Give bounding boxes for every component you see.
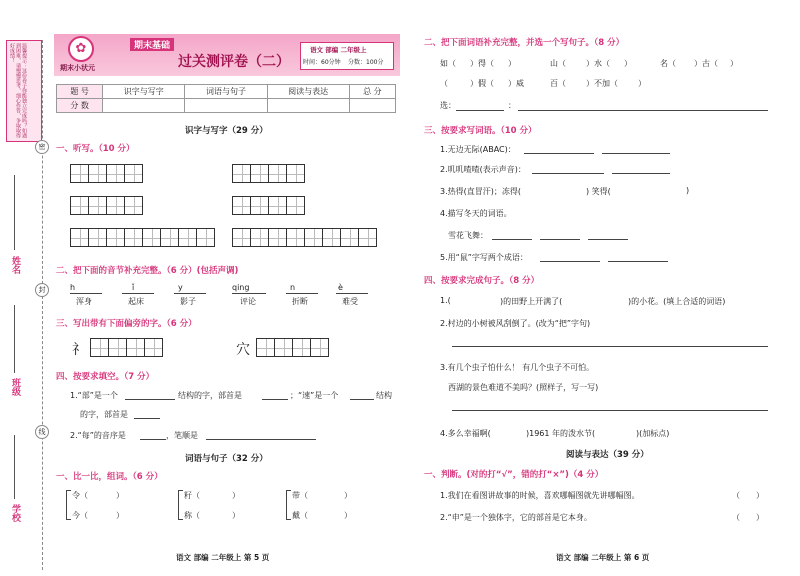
r4-4a: 4.多么幸福啊( xyxy=(440,429,491,438)
logo-circle xyxy=(68,36,94,62)
r4-3b: 西湖的景色难道不美吗？(照样子，写一写) xyxy=(448,383,599,392)
r5-title: 一、判断。(对的打“√”，错的打“×”)（4 分） xyxy=(424,470,604,480)
q4-1-part-e: 的字，部首是 xyxy=(80,410,128,419)
r2-row2-1: （ xyxy=(440,79,448,88)
dictation-grid-5[interactable] xyxy=(70,228,215,247)
r2-row2-3: ）威 xyxy=(508,79,524,88)
q4-blank[interactable] xyxy=(125,399,175,400)
grid-cell[interactable] xyxy=(108,338,127,357)
grid-cell[interactable] xyxy=(106,228,125,247)
side-label-class: 班级 xyxy=(10,378,20,396)
score-table-head-4: 阅读与表达 xyxy=(267,85,349,99)
r2-row1-7: 名（ xyxy=(660,59,676,68)
grid-cell[interactable] xyxy=(124,196,143,215)
pinyin-blank[interactable] xyxy=(174,293,206,294)
q3-title: 三、写出带有下面偏旁的字。（6 分） xyxy=(56,319,197,329)
score-table-head-3: 词语与句子 xyxy=(185,85,267,99)
r3-blank[interactable] xyxy=(602,153,670,154)
grid-cell[interactable] xyxy=(90,338,109,357)
q3-radical-2: 穴 xyxy=(236,342,250,358)
grid-cell[interactable] xyxy=(286,164,305,183)
score-cell-total[interactable] xyxy=(349,99,395,113)
radical-grid-1[interactable] xyxy=(90,338,163,357)
q3-radical-1: 礻 xyxy=(72,342,86,358)
grid-cell[interactable] xyxy=(178,228,197,247)
r5-2-answer[interactable]: （ ） xyxy=(732,513,764,522)
r3-blank[interactable] xyxy=(540,239,580,240)
grid-cell[interactable] xyxy=(232,196,251,215)
r3-4b: 雪花飞舞： xyxy=(448,231,488,240)
logo-icon: ✿ xyxy=(75,41,87,56)
dictation-grid-6[interactable] xyxy=(232,228,377,247)
score-cell-2[interactable] xyxy=(185,99,267,113)
side-dot-3: 线 xyxy=(35,425,49,439)
q2-pinyin-5: n xyxy=(290,283,296,292)
grid-cell[interactable] xyxy=(274,338,293,357)
right-page-footer: 语文 部编 二年级上 第 6 页 xyxy=(556,553,650,562)
q4-1-part-b: 结构的字，部首是 xyxy=(178,391,242,400)
r2-row1-8: ）古（ xyxy=(694,59,718,68)
pinyin-blank[interactable] xyxy=(70,293,102,294)
header-title: 过关测评卷（二） xyxy=(178,54,290,70)
q5-pair-1b: 今（ xyxy=(72,511,88,520)
radical-grid-2[interactable] xyxy=(256,338,329,357)
r2-choose: 选： xyxy=(440,101,456,110)
grid-cell[interactable] xyxy=(304,228,323,247)
q5-pair-2a: 籽（ xyxy=(184,491,200,500)
q1-title: 一、听写。（10 分） xyxy=(56,144,135,154)
q5-paren-close: ） xyxy=(116,511,124,520)
grid-cell[interactable] xyxy=(232,228,251,247)
r2-colon: ： xyxy=(508,101,516,110)
class-field[interactable] xyxy=(14,305,15,373)
side-strip-line xyxy=(42,40,43,570)
r4-4c: )(加标点) xyxy=(636,429,670,438)
r5-2: 2.“申”是一个独体字，它的部首是它本身。 xyxy=(440,513,592,522)
q2-word-2: 起床 xyxy=(128,297,144,306)
grid-cell[interactable] xyxy=(70,228,89,247)
q2-pinyin-3: y xyxy=(178,283,183,292)
q4-1-part-d: 结构 xyxy=(376,391,392,400)
dictation-grid-3[interactable] xyxy=(70,196,143,215)
q5-paren-close: ） xyxy=(116,491,124,500)
grid-cell[interactable] xyxy=(250,228,269,247)
grid-cell[interactable] xyxy=(268,164,287,183)
grid-cell[interactable] xyxy=(70,164,89,183)
grid-cell[interactable] xyxy=(310,338,329,357)
q5-paren-close: ） xyxy=(344,491,352,500)
side-tip: 温馨提示：这份卷子你能独立完成吗？如遇到困难，请慢慢思考，细心作答，争取取得好成绩！ xyxy=(9,43,27,138)
side-dot-1: 密 xyxy=(35,140,49,154)
r5-1: 1.我们在看图讲故事的时候，喜欢哪幅图就先讲哪幅图。 xyxy=(440,491,640,500)
grid-cell[interactable] xyxy=(142,228,161,247)
q4-2-part-b: ，笔顺是 xyxy=(166,431,198,440)
q4-blank[interactable] xyxy=(206,439,316,440)
grid-cell[interactable] xyxy=(268,196,287,215)
q5-paren-close: ） xyxy=(344,511,352,520)
grid-cell[interactable] xyxy=(250,164,269,183)
logo-caption: 期末小状元 xyxy=(60,64,95,72)
header-meta-subject: 语文 部编 二年级上 xyxy=(310,46,367,54)
grid-cell[interactable] xyxy=(70,196,89,215)
q4-1-part-c: ；“速”是一个 xyxy=(290,391,339,400)
q2-word-4: 评论 xyxy=(240,297,256,306)
r2-row1-5: ）水（ xyxy=(586,59,610,68)
grid-cell[interactable] xyxy=(106,164,125,183)
part2-title: 词语与句子（32 分） xyxy=(185,454,268,464)
q5-pair-3b: 戴（ xyxy=(292,511,308,520)
r3-3b: ) 笑得( xyxy=(586,187,611,196)
q2-pinyin-6: è xyxy=(338,283,343,292)
r3-2: 2.叽叽喳喳(表示声音)： xyxy=(440,165,526,174)
r2-row1-1: 如（ xyxy=(440,59,456,68)
r3-blank[interactable] xyxy=(612,173,670,174)
r3-blank[interactable] xyxy=(492,239,532,240)
grid-cell[interactable] xyxy=(124,228,143,247)
q2-word-3: 影子 xyxy=(180,297,196,306)
grid-cell[interactable] xyxy=(196,228,215,247)
q2-pinyin-1: h xyxy=(70,283,76,292)
side-dot-2: 封 xyxy=(35,283,49,297)
q2-pinyin-2: ǐ xyxy=(132,283,135,292)
grid-cell[interactable] xyxy=(286,196,305,215)
r2-row2-6: ） xyxy=(638,79,646,88)
part3-title: 阅读与表达（39 分） xyxy=(566,450,649,460)
r4-2: 2.村边的小树被风刮倒了。(改为“把”字句) xyxy=(440,319,591,328)
grid-cell[interactable] xyxy=(292,338,311,357)
r2-answer-line-1[interactable] xyxy=(456,110,504,111)
header-meta-score: 分数：100分 xyxy=(348,59,384,66)
pinyin-blank[interactable] xyxy=(232,293,266,294)
grid-cell[interactable] xyxy=(124,164,143,183)
q4-1-part-a: 1.“部”是一个 xyxy=(70,391,118,400)
r2-row1-2: ）得（ xyxy=(470,59,494,68)
grid-cell[interactable] xyxy=(232,164,251,183)
q2-pinyin-4: qing xyxy=(232,283,250,292)
brace-1 xyxy=(66,490,71,520)
q5-paren-close: ） xyxy=(232,511,240,520)
r2-row1-6: ） xyxy=(624,59,632,68)
r2-row2-4: 百（ xyxy=(550,79,566,88)
r2-answer-line-2[interactable] xyxy=(518,110,768,111)
name-field[interactable] xyxy=(14,175,15,250)
score-table-head-2: 识字与写字 xyxy=(103,85,185,99)
q4-blank[interactable] xyxy=(134,418,160,419)
r3-5: 5.用“鼠”字写两个成语： xyxy=(440,253,528,262)
r3-3a: 3.热得(直冒汗)；冻得( xyxy=(440,187,521,196)
side-label-name: 姓名 xyxy=(10,256,20,274)
pinyin-blank[interactable] xyxy=(286,293,318,294)
r4-3: 3.有几个虫子怕什么！ 有几个虫子不可怕。 xyxy=(440,363,595,372)
r2-row1-4: 山（ xyxy=(550,59,566,68)
r2-row1-9: ） xyxy=(730,59,738,68)
r3-blank[interactable] xyxy=(532,173,604,174)
q5-title: 一、比一比，组词。（6 分） xyxy=(56,472,163,482)
grid-cell[interactable] xyxy=(358,228,377,247)
q2-word-6: 难受 xyxy=(342,297,358,306)
q4-blank[interactable] xyxy=(140,439,166,440)
q4-blank[interactable] xyxy=(262,399,288,400)
brace-2 xyxy=(178,490,183,520)
r4-1a: 1.( xyxy=(440,296,451,305)
dictation-grid-1[interactable] xyxy=(70,164,143,183)
r4-4b: )1961 年的泼水节( xyxy=(526,429,596,438)
r4-answer-line[interactable] xyxy=(452,346,768,347)
score-cell-3[interactable] xyxy=(267,99,349,113)
grid-cell[interactable] xyxy=(340,228,359,247)
grid-cell[interactable] xyxy=(250,196,269,215)
r3-title: 三、按要求写词语。（10 分） xyxy=(424,126,537,136)
q5-pair-1a: 令（ xyxy=(72,491,88,500)
grid-cell[interactable] xyxy=(88,228,107,247)
grid-cell[interactable] xyxy=(322,228,341,247)
grid-cell[interactable] xyxy=(286,228,305,247)
r4-1c: )的小花。(填上合适的词语) xyxy=(628,297,726,306)
q5-paren-close: ） xyxy=(232,491,240,500)
grid-cell[interactable] xyxy=(106,196,125,215)
r3-blank[interactable] xyxy=(608,261,668,262)
q4-title: 四、按要求填空。（7 分） xyxy=(56,372,155,382)
r5-1-answer[interactable]: （ ） xyxy=(732,491,764,500)
score-table-row-label: 分 数 xyxy=(57,99,103,113)
grid-cell[interactable] xyxy=(268,228,287,247)
score-table-head-1: 题 号 xyxy=(57,85,103,99)
r2-row2-5: ）不加（ xyxy=(586,79,618,88)
q2-title: 二、把下面的音节补充完整。（6 分）(包括声调) xyxy=(56,266,239,276)
school-field[interactable] xyxy=(14,435,15,499)
grid-cell[interactable] xyxy=(144,338,163,357)
part1-title: 识字与写字（29 分） xyxy=(185,126,268,136)
score-table xyxy=(56,84,396,113)
dictation-grid-4[interactable] xyxy=(232,196,305,215)
r3-4: 4.描写冬天的词语。 xyxy=(440,209,512,218)
q2-word-5: 折断 xyxy=(292,297,308,306)
side-tip-box xyxy=(6,40,42,142)
brace-3 xyxy=(286,490,291,520)
dictation-grid-2[interactable] xyxy=(232,164,305,183)
grid-cell[interactable] xyxy=(88,196,107,215)
grid-cell[interactable] xyxy=(256,338,275,357)
score-table-head-5: 总 分 xyxy=(349,85,395,99)
r2-title: 二、把下面词语补充完整，并选一个写句子。（8 分） xyxy=(424,38,625,48)
r2-row2-2: ）假（ xyxy=(470,79,494,88)
r4-answer-line[interactable] xyxy=(452,410,768,411)
pinyin-blank[interactable] xyxy=(122,293,154,294)
grid-cell[interactable] xyxy=(88,164,107,183)
grid-cell[interactable] xyxy=(160,228,179,247)
header-brand: 期末基础 xyxy=(130,38,174,51)
left-page-footer: 语文 部编 二年级上 第 5 页 xyxy=(176,553,270,562)
grid-cell[interactable] xyxy=(126,338,145,357)
r4-1b: )的田野上开满了( xyxy=(500,297,563,306)
r3-1: 1.无边无际(ABAC)： xyxy=(440,145,516,154)
pinyin-blank[interactable] xyxy=(336,293,368,294)
q4-blank[interactable] xyxy=(350,399,374,400)
header-meta-time: 时间：60分钟 xyxy=(303,59,341,66)
q4-2-part-a: 2.“每”的音序是 xyxy=(70,431,126,440)
r2-row1-3: ） xyxy=(508,59,516,68)
r3-blank[interactable] xyxy=(524,153,594,154)
q5-pair-2b: 称（ xyxy=(184,511,200,520)
r4-title: 四、按要求完成句子。（8 分） xyxy=(424,276,540,286)
q5-pair-3a: 带（ xyxy=(292,491,308,500)
r3-3c: ) xyxy=(686,186,690,195)
q2-word-1: 浑身 xyxy=(76,297,92,306)
side-label-school: 学校 xyxy=(10,504,20,522)
score-cell-1[interactable] xyxy=(103,99,185,113)
r3-blank[interactable] xyxy=(588,239,628,240)
r3-blank[interactable] xyxy=(540,261,600,262)
